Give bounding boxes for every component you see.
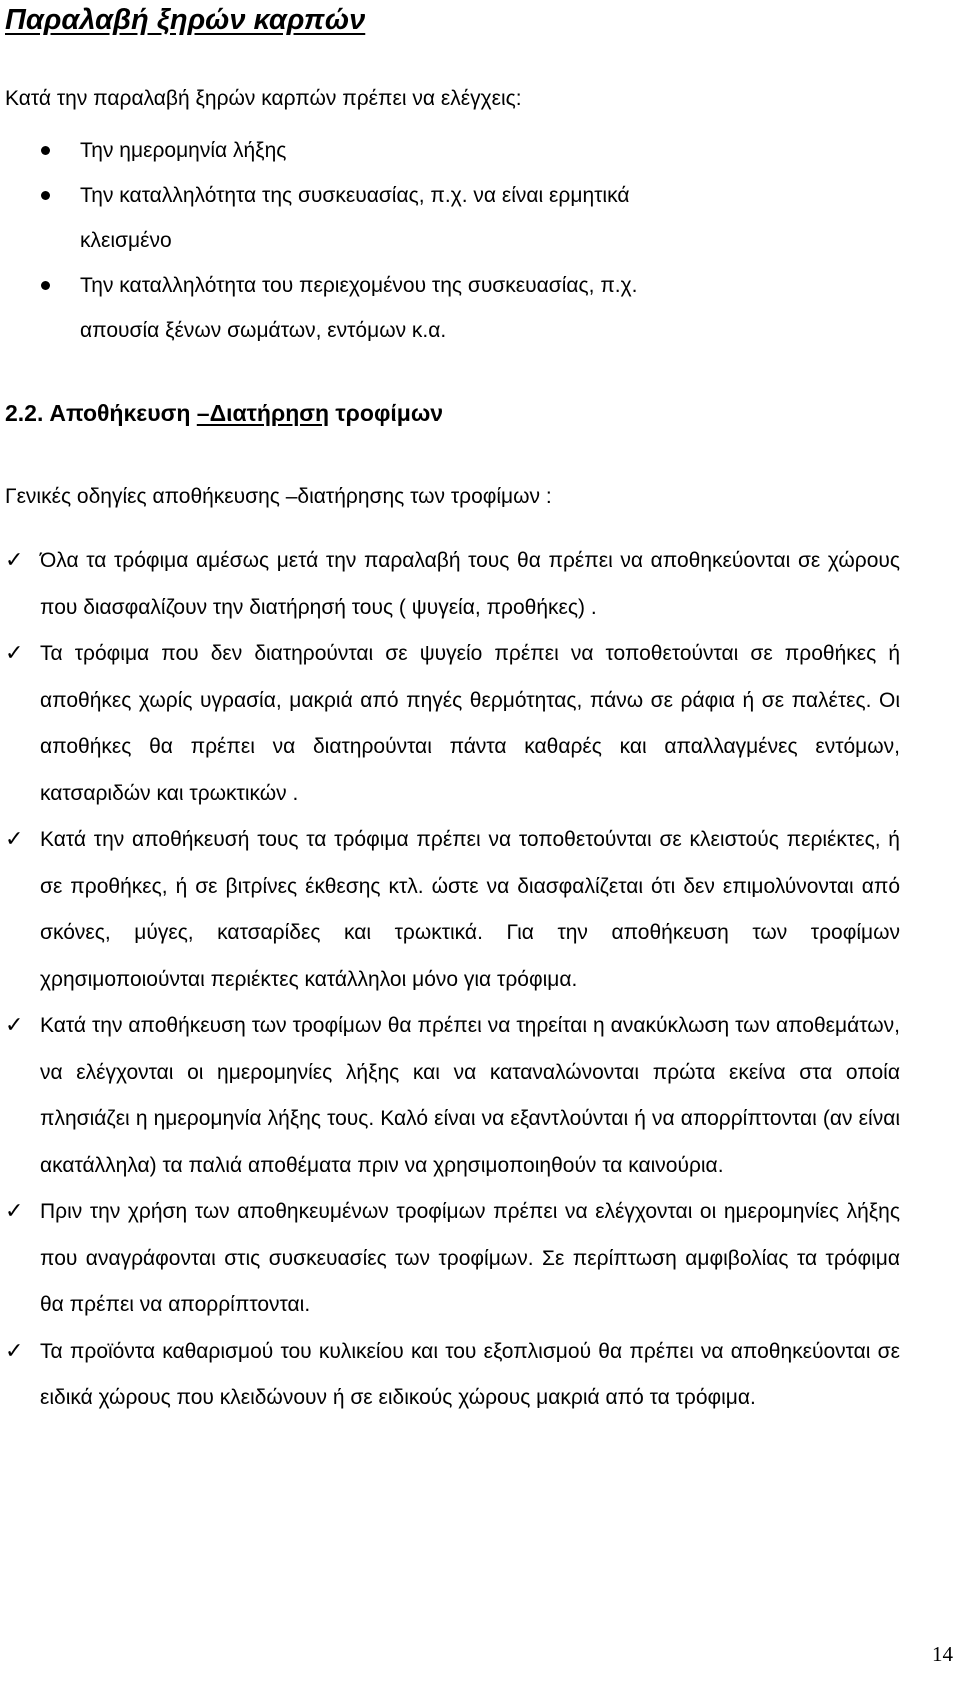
bullet-text: Την ημερομηνία λήξης: [80, 139, 287, 162]
check-text: Κατά την αποθήκευση των τροφίμων θα πρέπει να τηρείται η ανακύκλωση των αποθεμάτων, να ελέγχονται οι ημερομηνίες λήξης και να καταναλώνονται πρώτα εκείνα στα οποία πλησιάζει η ημερομηνία λήξης τους. Καλό είναι να εξαντλούνται ή να απορρίπτονται (αν είναι ακατάλληλα) τα παλιά αποθέματα πριν να χρησιμοποιηθούν τα καινούρια.: [40, 1014, 900, 1177]
check-text: Όλα τα τρόφιμα αμέσως μετά την παραλαβή τους θα πρέπει να αποθηκεύονται σε χώρους που διασφαλίζουν την διατήρησή τους ( ψυγεία, προθήκες) .: [40, 549, 900, 619]
bullet-list: [0, 128, 700, 353]
check-mark-icon: ✓: [5, 826, 24, 851]
check-mark-icon: ✓: [5, 1337, 24, 1363]
bullet-item: [0, 263, 700, 353]
bullet-dot-icon: [41, 281, 50, 290]
check-mark-icon: ✓: [5, 547, 24, 572]
bullet-item: [0, 173, 700, 263]
check-item: [0, 631, 900, 817]
check-item: [0, 538, 900, 631]
bullet-dot-icon: [41, 191, 50, 200]
section-title-part3: τροφίμων: [329, 400, 444, 426]
check-text: Κατά την αποθήκευσή τους τα τρόφιμα πρέπει να τοποθετούνται σε κλειστούς περιέκτες, ή σε προθήκες, ή σε βιτρίνες έκθεσης κτλ. ώστε να διασφαλίζεται ότι δεν επιμολύνονται από σκόνες, μύγες, κατσαρίδες και τρωκτικά. Για την αποθήκευση των τροφίμων χρησιμοποιούνται περιέκτες κατάλληλοι μόνο για τρόφιμα.: [40, 828, 900, 991]
section-heading: [5, 396, 443, 430]
bullet-dot-icon: [41, 146, 50, 155]
check-item: [0, 1189, 900, 1329]
check-item: [0, 1329, 900, 1422]
check-mark-icon: ✓: [5, 640, 24, 665]
check-mark-icon: ✓: [5, 1012, 24, 1037]
checklist: [0, 538, 900, 1422]
section-number: 2.2.: [5, 400, 44, 426]
check-item: [0, 1003, 900, 1189]
check-mark-icon: ✓: [5, 1198, 24, 1223]
intro-text: Κατά την παραλαβή ξηρών καρπών πρέπει να ελέγχεις:: [5, 87, 522, 110]
bullet-text: Την καταλληλότητα του περιεχομένου της συσκευασίας, π.χ. απουσία ξένων σωμάτων, εντόμων κ.α.: [80, 274, 638, 342]
check-text: Τα τρόφιμα που δεν διατηρούνται σε ψυγείο πρέπει να τοποθετούνται σε προθήκες ή αποθήκες χωρίς υγρασία, μακριά από πηγές θερμότητας, πάνω σε ράφια ή σε παλέτες. Οι αποθήκες θα πρέπει να διατηρούνται πάντα καθαρές και απαλλαγμένες εντόμων, κατσαριδών και τρωκτικών .: [40, 642, 900, 805]
section-title-part2: –Διατήρηση: [196, 400, 330, 426]
subheading-text: Γενικές οδηγίες αποθήκευσης –διατήρησης των τροφίμων :: [5, 485, 552, 508]
document-title: Παραλαβή ξηρών καρπών: [5, 4, 366, 36]
check-text: Πριν την χρήση των αποθηκευμένων τροφίμων πρέπει να ελέγχονται οι ημερομηνίες λήξης που αναγράφονται στις συσκευασίες των τροφίμων. Σε περίπτωση αμφιβολίας τα τρόφιμα θα πρέπει να απορρίπτονται.: [40, 1200, 900, 1316]
section-title-part1: Αποθήκευση: [49, 400, 197, 426]
check-item: [0, 817, 900, 1003]
check-text: Τα προϊόντα καθαρισμού του κυλικείου και του εξοπλισμού θα πρέπει να αποθηκεύονται σε ειδικά χώρους που κλειδώνουν ή σε ειδικούς χώρους μακριά από τα τρόφιμα.: [40, 1339, 900, 1409]
bullet-text: Την καταλληλότητα της συσκευασίας, π.χ. να είναι ερμητικά κλεισμένο: [80, 184, 630, 252]
bullet-item: [0, 128, 700, 173]
page-number: 14: [932, 1642, 953, 1666]
